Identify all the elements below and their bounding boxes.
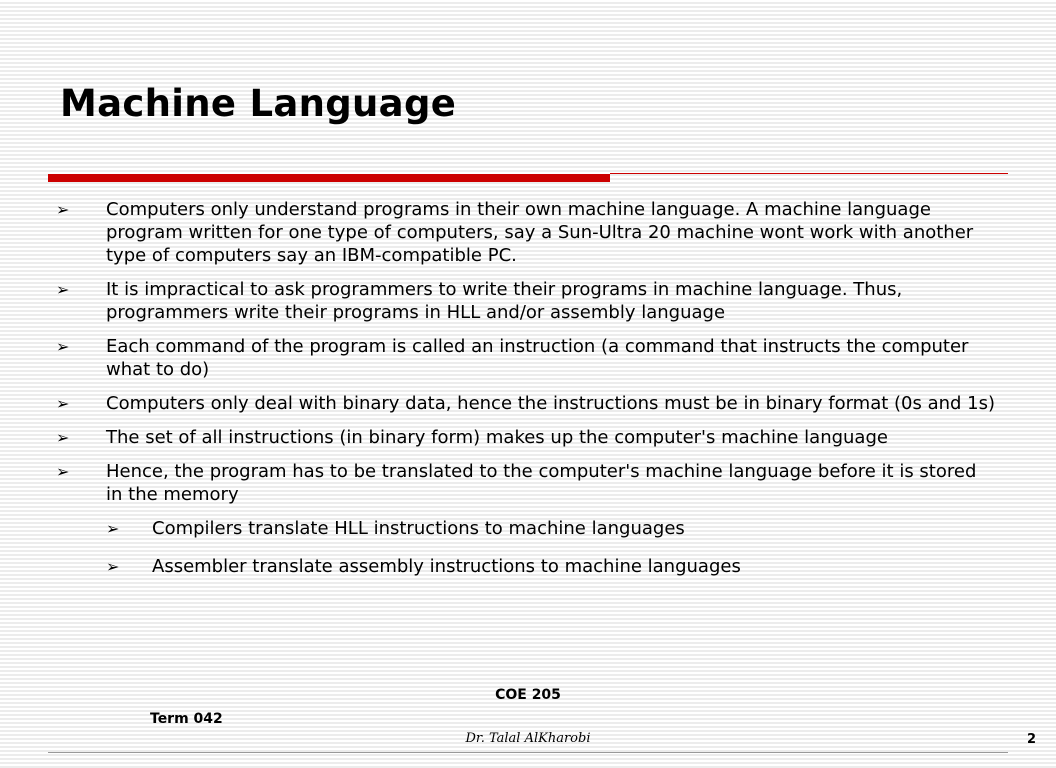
arrow-bullet-icon: ➢	[56, 428, 70, 447]
arrow-bullet-icon: ➢	[56, 200, 70, 219]
bullet-item	[56, 426, 996, 449]
bullet-text: Each command of the program is called an instruction (a command that instructs the computer what to do)	[106, 336, 969, 380]
bullet-item	[56, 278, 996, 324]
bullet-item	[56, 335, 996, 381]
title-underline-thick	[48, 174, 610, 182]
arrow-bullet-icon: ➢	[106, 557, 120, 576]
footer-term: Term 042	[150, 711, 223, 727]
bullet-item	[56, 392, 996, 415]
sub-bullet-text: Assembler translate assembly instructions to machine languages	[152, 556, 741, 577]
arrow-bullet-icon: ➢	[106, 519, 120, 538]
page-number: 2	[1027, 732, 1037, 747]
title-underline-thin	[610, 173, 1008, 174]
bullet-text: Computers only understand programs in their own machine language. A machine language program written for one type of computers, say a Sun-Ultra 20 machine wont work with another type of computers say an IBM-compatible PC.	[106, 199, 974, 266]
sub-bullet-text: Compilers translate HLL instructions to machine languages	[152, 518, 685, 539]
sub-bullet-item	[56, 555, 996, 578]
arrow-bullet-icon: ➢	[56, 337, 70, 356]
bullet-text: Computers only deal with binary data, hence the instructions must be in binary format (0s and 1s)	[106, 393, 996, 414]
footer-author: Dr. Talal AlKharobi	[465, 731, 591, 746]
arrow-bullet-icon: ➢	[56, 394, 70, 413]
bullet-text: Hence, the program has to be translated to the computer's machine language before it is stored in the memory	[106, 461, 977, 505]
arrow-bullet-icon: ➢	[56, 462, 70, 481]
footer-course: COE 205	[495, 687, 561, 703]
footer-divider	[48, 752, 1008, 753]
bullet-text: It is impractical to ask programmers to write their programs in machine language. Thus, programmers write their programs in HLL and/or assembly language	[106, 279, 903, 323]
sub-bullet-item	[56, 517, 996, 540]
bullet-item	[56, 460, 996, 506]
arrow-bullet-icon: ➢	[56, 280, 70, 299]
slide-title: Machine Language	[60, 82, 457, 125]
bullet-text: The set of all instructions (in binary form) makes up the computer's machine language	[106, 427, 888, 448]
bullet-item	[56, 198, 996, 267]
bullet-list	[56, 198, 996, 593]
